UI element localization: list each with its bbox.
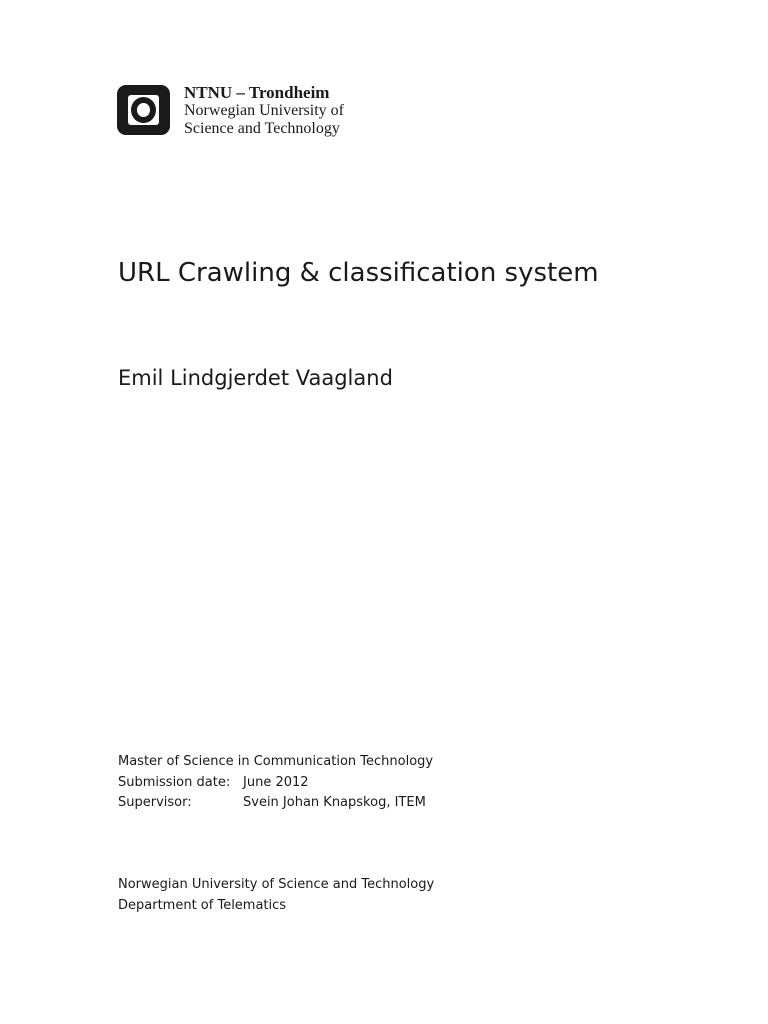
supervisor-label: Supervisor: <box>118 795 192 810</box>
ntnu-logo <box>117 85 344 138</box>
degree-line <box>118 752 433 773</box>
ntnu-logo-icon <box>117 85 170 135</box>
logo-line-1: NTNU – Trondheim <box>184 83 330 102</box>
logo-line-2: Norwegian University of <box>184 102 344 119</box>
document-title: URL Crawling & classification system <box>118 258 599 288</box>
submission-date-label: Submission date: <box>118 774 231 790</box>
thesis-metadata <box>118 752 433 814</box>
institution-footer <box>118 875 434 916</box>
author-name: Emil Lindgjerdet Vaagland <box>118 366 393 390</box>
submission-date-line <box>118 773 433 794</box>
supervisor-value: Svein Johan Knapskog, ITEM <box>243 795 426 810</box>
degree-text: Master of Science in Communication Technology <box>118 754 434 769</box>
supervisor-line <box>118 793 433 814</box>
logo-text <box>184 85 344 138</box>
institution-name: Norwegian University of Science and Technology <box>118 877 435 892</box>
submission-date-value: June 2012 <box>243 774 309 790</box>
department-name: Department of Telematics <box>118 897 287 913</box>
logo-line-3: Science and Technology <box>184 120 340 137</box>
